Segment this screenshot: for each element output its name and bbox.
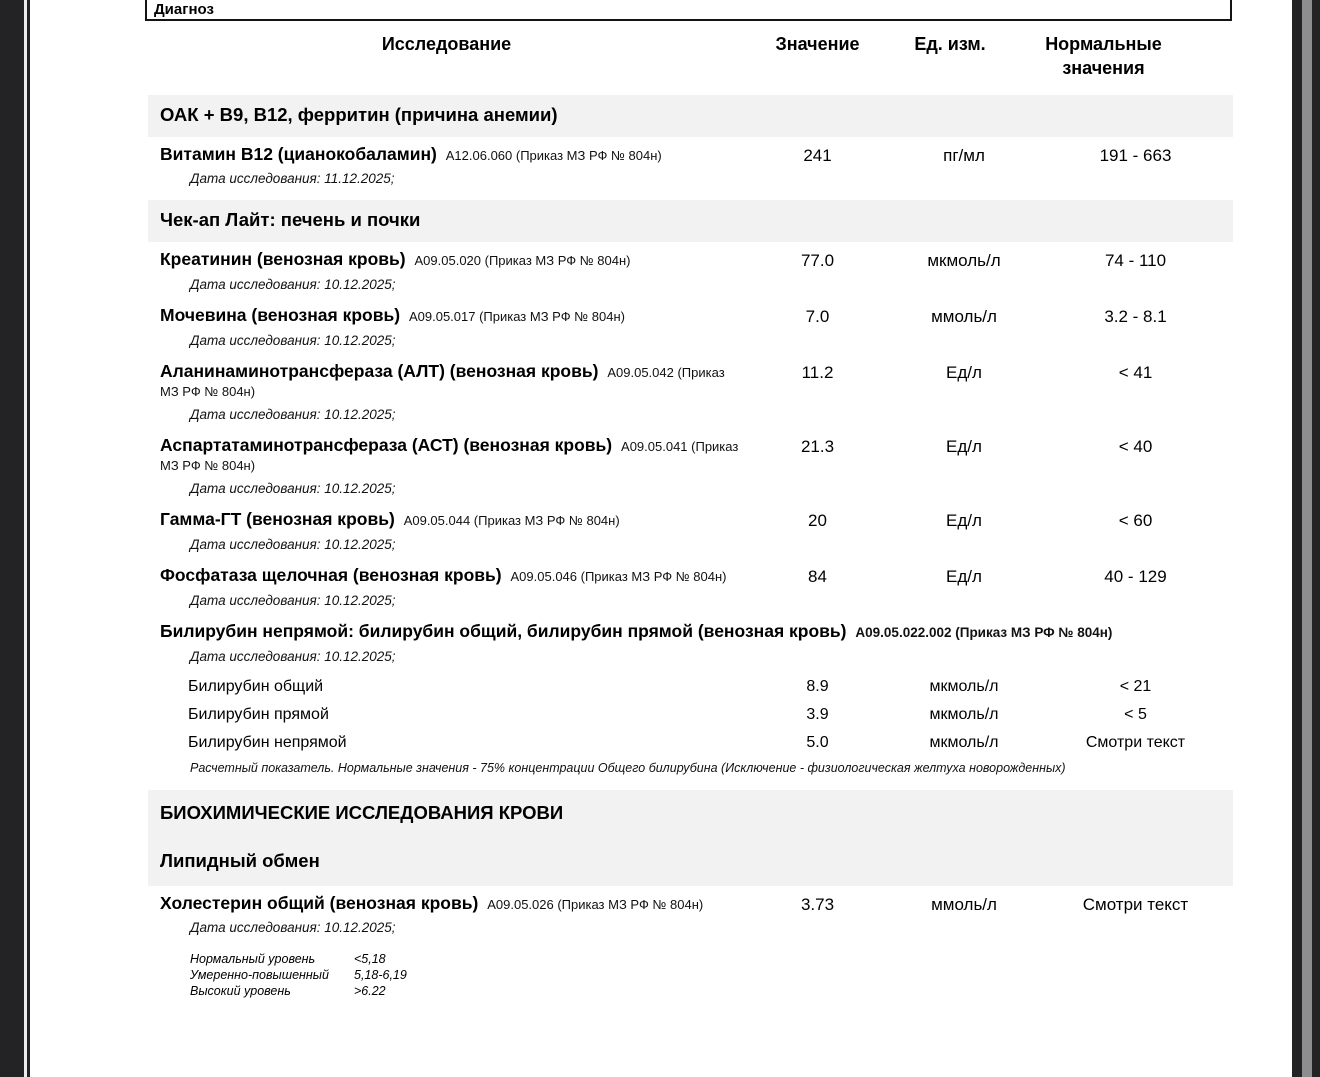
- sub-test-name: Билирубин прямой: [188, 705, 329, 723]
- test-date: Дата исследования: 10.12.2025;: [190, 480, 396, 496]
- level-label: Высокий уровень: [190, 984, 291, 999]
- normal-cell: < 40: [1118, 437, 1153, 457]
- test-date: Дата исследования: 10.12.2025;: [190, 277, 396, 293]
- sub-test-name: Билирубин непрямой: [188, 733, 347, 751]
- test-name: Билирубин непрямой: билирубин общий, билирубин прямой (венозная кровь): [160, 620, 847, 641]
- level-row: [190, 951, 745, 967]
- test-code: A09.05.020 (Приказ МЗ РФ № 804н): [414, 253, 631, 269]
- test-row: [148, 249, 1233, 292]
- normal-cell: < 21: [1119, 677, 1152, 695]
- cholesterol-levels: [190, 951, 745, 999]
- test-name-line: [160, 509, 745, 531]
- test-date: Дата исследования: 10.12.2025;: [190, 920, 396, 936]
- test-row: [148, 565, 1233, 608]
- level-value: 5,18-6,19: [354, 968, 407, 983]
- test-name: Фосфатаза щелочная (венозная кровь): [160, 564, 502, 585]
- test-name-cell: [148, 621, 1233, 664]
- test-name-cell: [148, 893, 745, 1000]
- section-band: [148, 790, 1233, 886]
- sub-test-name: Билирубин общий: [188, 677, 324, 695]
- section-header: Чек-ап Лайт: печень и почки: [148, 200, 1233, 242]
- sub-test-row: [148, 706, 1233, 724]
- normal-cell: 74 - 110: [1104, 251, 1167, 271]
- value-cell: 5.0: [806, 733, 829, 751]
- test-code: A09.05.026 (Приказ МЗ РФ № 804н): [487, 896, 704, 912]
- unit-cell: мкмоль/л: [929, 677, 999, 695]
- test-name-line: [160, 305, 745, 327]
- test-row: [148, 435, 1233, 496]
- document-page: [30, 0, 1292, 1077]
- normal-cell: 40 - 129: [1104, 566, 1167, 586]
- unit-cell: пг/мл: [943, 145, 985, 165]
- unit-cell: Ед/л: [946, 363, 982, 383]
- test-date: Дата исследования: 11.12.2025;: [190, 171, 395, 187]
- test-name-cell: [148, 509, 745, 552]
- table-body: [148, 95, 1233, 1000]
- left-panel-edge: [0, 0, 27, 1077]
- scrollbar-thumb[interactable]: [1302, 0, 1312, 1077]
- normal-cell: 191 - 663: [1099, 145, 1172, 165]
- test-name-line: [160, 144, 745, 166]
- test-code: А12.06.060 (Приказ МЗ РФ № 804н): [445, 147, 662, 163]
- column-header-normal-line1: Нормальные: [1045, 34, 1162, 54]
- test-row: [148, 361, 1233, 422]
- test-code: A09.05.022.002 (Приказ МЗ РФ № 804н): [855, 624, 1113, 640]
- unit-cell: мкмоль/л: [929, 705, 999, 723]
- test-name-cell: [148, 305, 745, 348]
- results-table: [148, 27, 1233, 999]
- section-header-major: БИОХИМИЧЕСКИЕ ИССЛЕДОВАНИЯ КРОВИ: [160, 801, 564, 823]
- test-name: Аспартатаминотрансфераза (АСТ) (венозная кровь): [160, 435, 613, 456]
- test-name: Мочевина (венозная кровь): [160, 305, 401, 326]
- test-date: Дата исследования: 10.12.2025;: [190, 592, 396, 608]
- unit-cell: ммоль/л: [931, 894, 997, 914]
- table-header: [148, 27, 1233, 81]
- test-code: A09.05.044 (Приказ МЗ РФ № 804н): [403, 512, 620, 528]
- test-code: A09.05.046 (Приказ МЗ РФ № 804н): [510, 568, 727, 584]
- test-name-line: [160, 361, 745, 401]
- value-cell: 7.0: [805, 307, 830, 327]
- normal-cell: Смотри текст: [1085, 733, 1186, 751]
- test-name-cell: [148, 435, 745, 496]
- test-code: A09.05.017 (Приказ МЗ РФ № 804н): [408, 309, 625, 325]
- value-cell: 20: [808, 510, 827, 530]
- value-cell: 3.9: [806, 705, 829, 723]
- unit-cell: ммоль/л: [931, 307, 997, 327]
- value-cell: 21.3: [800, 437, 835, 457]
- test-name-cell: [148, 144, 745, 187]
- test-row: [148, 305, 1233, 348]
- column-header-normal: [1006, 32, 1201, 81]
- value-cell: 3.73: [800, 894, 835, 914]
- test-name-line: [160, 893, 745, 915]
- value-cell: 84: [808, 566, 827, 586]
- normal-cell: < 5: [1124, 705, 1147, 723]
- level-row: [190, 967, 745, 983]
- test-name-cell: [148, 249, 745, 292]
- unit-cell: Ед/л: [946, 566, 982, 586]
- test-code: A09.05.042 (Приказ МЗ РФ № 804н): [160, 365, 725, 400]
- test-name-line: [160, 435, 745, 475]
- level-label: Умеренно-повышенный: [190, 968, 329, 983]
- test-name-line: [160, 565, 745, 587]
- test-date: Дата исследования: 10.12.2025;: [190, 536, 396, 552]
- column-header-unit: Ед. изм.: [914, 34, 986, 54]
- sub-test-row: [148, 678, 1233, 696]
- value-cell: 8.9: [806, 677, 829, 695]
- column-header-normal-line2: значения: [1062, 58, 1145, 79]
- value-cell: 241: [803, 145, 832, 165]
- scrollbar-track[interactable]: [1292, 0, 1320, 1077]
- level-row: [190, 983, 745, 999]
- footnote: Расчетный показатель. Нормальные значения - 75% концентрации Общего билирубина (Исключение - физиологическая желтуха новорожденных): [190, 760, 1066, 775]
- unit-cell: Ед/л: [946, 510, 982, 530]
- test-name-cell: [148, 361, 745, 422]
- diagnosis-box: [145, 0, 1232, 21]
- normal-cell: < 60: [1118, 510, 1153, 530]
- column-header-test: Исследование: [381, 34, 512, 54]
- test-name: Гамма-ГТ (венозная кровь): [160, 508, 395, 529]
- test-name: Аланинаминотрансфераза (АЛТ) (венозная кровь): [160, 361, 599, 382]
- unit-cell: Ед/л: [946, 437, 982, 457]
- section-header: Липидный обмен: [160, 849, 320, 871]
- unit-cell: мкмоль/л: [927, 251, 1001, 271]
- sub-test-row: [148, 734, 1233, 752]
- test-name: Креатинин (венозная кровь): [160, 249, 406, 270]
- test-name-line: [160, 621, 1233, 643]
- test-name-cell: [148, 565, 745, 608]
- section-header: ОАК + B9, B12, ферритин (причина анемии): [148, 95, 1233, 137]
- normal-cell: 3.2 - 8.1: [1104, 307, 1167, 327]
- level-label: Нормальный уровень: [190, 952, 316, 967]
- test-row: [148, 144, 1233, 187]
- test-name-line: [160, 249, 745, 271]
- diagnosis-label: Диагноз: [154, 1, 214, 18]
- unit-cell: мкмоль/л: [929, 733, 999, 751]
- value-cell: 11.2: [801, 363, 834, 383]
- test-row: [148, 509, 1233, 552]
- test-code: A09.05.041 (Приказ МЗ РФ № 804н): [160, 439, 739, 473]
- value-cell: 77.0: [800, 251, 835, 271]
- test-date: Дата исследования: 10.12.2025;: [190, 648, 396, 664]
- column-header-value: Значение: [775, 34, 860, 54]
- normal-cell: < 41: [1118, 363, 1153, 383]
- test-name: Витамин B12 (цианокобаламин): [160, 143, 437, 164]
- level-value: <5,18: [354, 952, 386, 967]
- normal-cell: Смотри текст: [1082, 894, 1189, 914]
- test-row: [148, 621, 1233, 664]
- test-date: Дата исследования: 10.12.2025;: [190, 333, 396, 349]
- level-value: >6.22: [354, 984, 386, 999]
- test-date: Дата исследования: 10.12.2025;: [190, 407, 396, 423]
- test-name: Холестерин общий (венозная кровь): [160, 892, 479, 913]
- test-row: [148, 893, 1233, 1000]
